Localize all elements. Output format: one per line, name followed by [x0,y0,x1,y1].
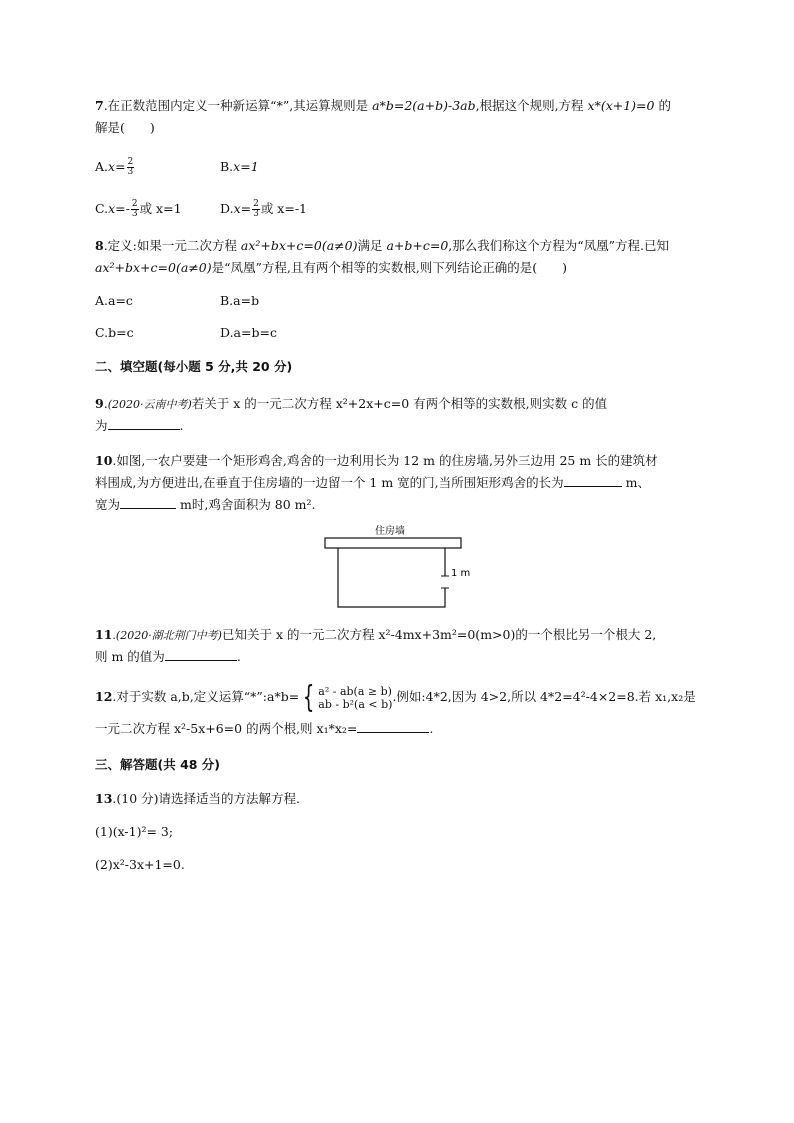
q7-rule: a*b=2(a+b)-3ab [372,98,476,113]
q8-line2: ax²+bx+c=0(a≠0)是“凤凰”方程,且有两个相等的实数根,则下列结论正确的是( ) [95,260,568,275]
q7-line2: 解是( ) [95,120,155,135]
q12-line1: 12.对于实数 a,b,定义运算“*”:a*b= { a² - ab(a ≥ b) ab - b²(a < b) .例如:4*2,因为 4>2,所以 4*2=4²-4×2=8.若 x₁,x₂是 [95,679,696,715]
q12-answer-blank[interactable] [357,720,429,733]
q7-option-a: A.x= $\frac{2}{3}$ [95,157,134,177]
q9-answer-blank[interactable] [108,417,180,430]
q7-option-c: C.x=- $\frac{2}{3}$ 或 x=1 [95,199,182,219]
fraction: $\frac{2}{3}$ [131,199,138,219]
q9-source: (2020·云南中考) [107,398,192,411]
house-wall [325,538,461,548]
q7-line1: 7.在正数范围内定义一种新运算“*”,其运算规则是 a*b=2(a+b)-3ab,根据这个规则,方程 x*(x+1)=0 的 [95,98,671,113]
q10-line3: 宽为 m时,鸡舍面积为 80 m². [95,497,316,512]
q10-line1: 10.如图,一农户要建一个矩形鸡舍,鸡舍的一边利用长为 12 m 的住房墙,另外三边用 25 m 长的建筑材 [95,453,658,468]
q7-option-b: B.x=1 [220,159,259,174]
q8-option-c: C.b=c [95,325,134,340]
section-solve: 三、解答题(共 48 分) [95,757,221,772]
q7-number: 7 [95,98,104,113]
q7-equation: x*(x+1)=0 [587,98,655,113]
q8-line1: 8.定义:如果一元二次方程 ax²+bx+c=0(a≠0)满足 a+b+c=0,那么我们称这个方程为“凤凰”方程.已知 [95,238,670,253]
q9-line2: 为 . [95,418,184,433]
q10-width-blank[interactable] [120,496,176,509]
q12-number: 12 [95,689,113,704]
wall-label: 住房墙 [375,526,405,537]
coop-outline [338,548,445,607]
q12-line2: 一元二次方程 x²-5x+6=0 的两个根,则 x₁*x₂= . [95,721,434,736]
section-fill-in: 二、填空题(每小题 5 分,共 20 分) [95,359,293,374]
q8-number: 8 [95,238,104,253]
q7-option-d: D.x= $\frac{2}{3}$ 或 x=-1 [220,199,308,219]
q11-source: .(2020·湖北荆门中考) [112,629,222,642]
q8-option-b: B.a=b [220,293,260,308]
coop-diagram [320,520,480,615]
q10-length-blank[interactable] [564,474,622,487]
q13-line1: 13.(10 分)请选择适当的方法解方程. [95,791,300,806]
q11-answer-blank[interactable] [165,648,237,661]
q11-line1: 11.(2020·湖北荆门中考)已知关于 x 的一元二次方程 x²-4mx+3m²=0(m>0)的一个根比另一个根大 2, [95,627,657,642]
fraction: $\frac{2}{3}$ [127,157,134,177]
q11-line2: 则 m 的值为 . [95,649,241,664]
q11-number: 11 [95,627,113,642]
door-label: 1 m [451,568,471,579]
q12-cases: a² - ab(a ≥ b) ab - b²(a < b) [318,684,393,711]
fraction: $\frac{2}{3}$ [253,199,259,219]
brace-icon: { [303,679,315,715]
q8-option-d: D.a=b=c [220,325,277,340]
q10-number: 10 [95,453,113,468]
q9-line1: 9.(2020·云南中考)若关于 x 的一元二次方程 x²+2x+c=0 有两个相等的实数根,则实数 c 的值 [95,396,608,411]
q9-number: 9 [95,396,104,411]
q8-option-a: A.a=c [95,293,133,308]
q13-part2: (2)x²-3x+1=0. [95,857,185,872]
q13-part1: (1)(x-1)²= 3; [95,824,174,839]
q13-number: 13 [95,791,113,806]
q10-line2: 料围成,为方便进出,在垂直于住房墙的一边留一个 1 m 宽的门,当所围矩形鸡舍的长为 m、 [95,475,650,490]
